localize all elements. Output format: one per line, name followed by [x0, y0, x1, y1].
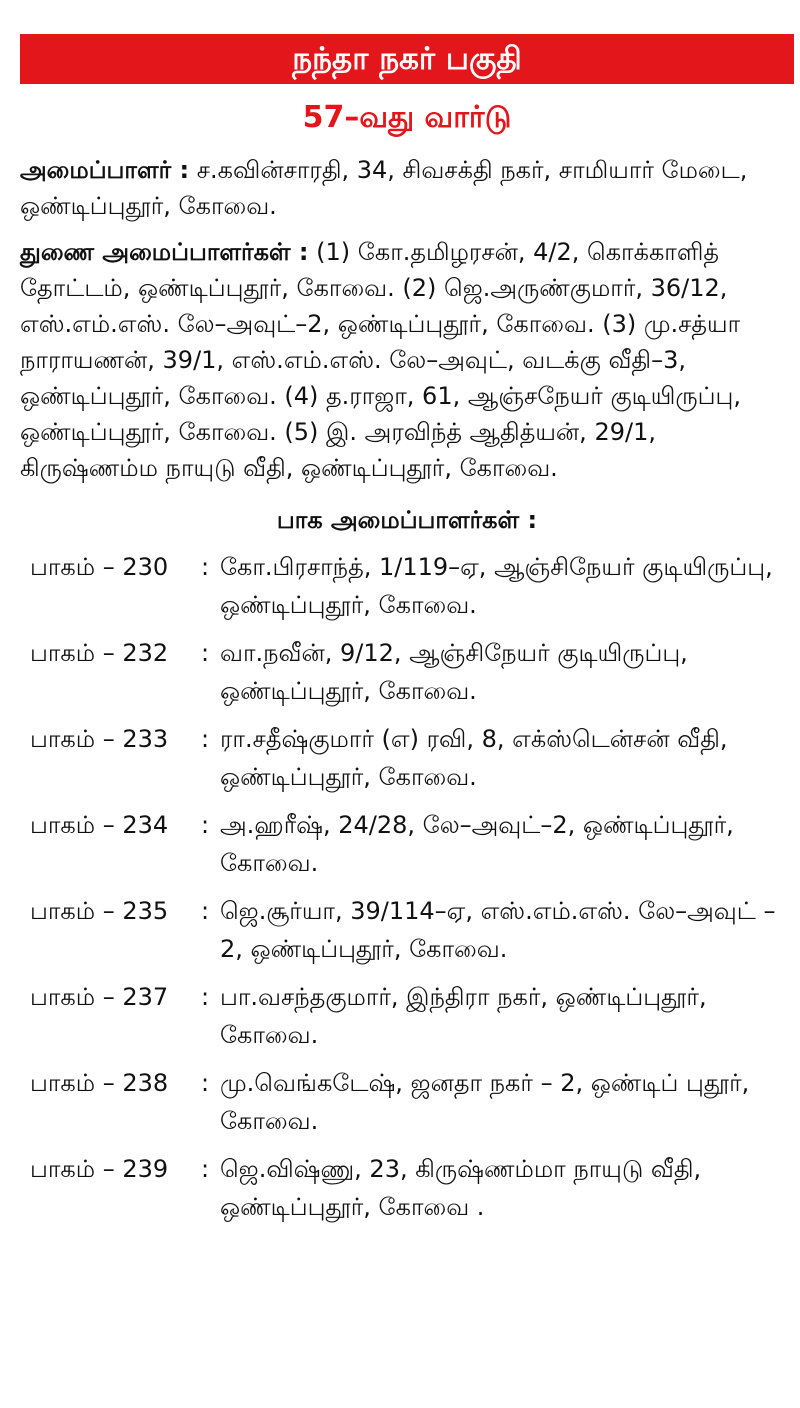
booth-organizer-text: பா.வசந்தகுமார், இந்திரா நகர், ஒண்டிப்புதூர், கோவை.: [220, 983, 707, 1049]
booth-row: [20, 1064, 794, 1140]
organizer-label: அமைப்பாளர் :: [20, 156, 190, 184]
booth-row: [20, 806, 794, 882]
booth-organizer-text: வா.நவீன், 9/12, ஆஞ்சிநேயர் குடியிருப்பு, ஒண்டிப்புதூர், கோவை.: [220, 639, 688, 705]
booth-colon: :: [200, 639, 210, 667]
booth-label: பாகம் – 230: [30, 553, 169, 581]
booth-colon: :: [200, 897, 210, 925]
booth-colon: :: [200, 725, 210, 753]
booth-label: பாகம் – 232: [30, 639, 169, 667]
booth-label: பாகம் – 235: [30, 897, 169, 925]
area-title: நந்தா நகர் பகுதி: [292, 41, 522, 77]
booth-row: [20, 1150, 794, 1226]
ward-title: 57–வது வார்டு: [302, 100, 512, 135]
booth-colon: :: [200, 983, 210, 1011]
deputy-organizers-paragraph: [20, 234, 794, 486]
booth-organizer-text: கோ.பிரசாந்த், 1/119–ஏ, ஆஞ்சிநேயர் குடியிருப்பு, ஒண்டிப்புதூர், கோவை.: [220, 553, 773, 619]
booth-row: [20, 548, 794, 624]
booth-organizers-list: [20, 548, 794, 1226]
booth-label: பாகம் – 238: [30, 1069, 169, 1097]
booth-colon: :: [200, 1069, 210, 1097]
organizer-paragraph: [20, 152, 794, 224]
booth-label: பாகம் – 234: [30, 811, 169, 839]
booth-organizer-text: மு.வெங்கடேஷ், ஜனதா நகர் – 2, ஒண்டிப் புதூர், கோவை.: [220, 1069, 750, 1135]
booth-row: [20, 978, 794, 1054]
booth-colon: :: [200, 553, 210, 581]
booth-label: பாகம் – 237: [30, 983, 169, 1011]
news-clipping: [20, 34, 794, 1236]
deputy-organizers-label: துணை அமைப்பாளர்கள் :: [20, 238, 309, 266]
booth-organizers-heading: பாக அமைப்பாளர்கள் :: [276, 506, 538, 534]
booth-organizer-text: ஜெ.விஷ்ணு, 23, கிருஷ்ணம்மா நாயுடு வீதி, ஒண்டிப்புதூர், கோவை .: [220, 1155, 702, 1221]
booth-label: பாகம் – 239: [30, 1155, 169, 1183]
booth-colon: :: [200, 811, 210, 839]
booth-organizer-text: ரா.சதீஷ்குமார் (எ) ரவி, 8, எக்ஸ்டென்சன் வீதி, ஒண்டிப்புதூர், கோவை.: [220, 725, 728, 791]
booth-colon: :: [200, 1155, 210, 1183]
booth-label: பாகம் – 233: [30, 725, 169, 753]
booth-organizer-text: ஜெ.சூர்யா, 39/114–ஏ, எஸ்.எம்.எஸ். லே–அவுட் – 2, ஒண்டிப்புதூர், கோவை.: [220, 897, 776, 963]
booth-row: [20, 634, 794, 710]
organizer-text: ச.கவின்சாரதி, 34, சிவசக்தி நகர், சாமியார் மேடை, ஒண்டிப்புதூர், கோவை.: [20, 156, 748, 220]
booth-row: [20, 892, 794, 968]
booth-organizer-text: அ.ஹரீஷ், 24/28, லே–அவுட்–2, ஒண்டிப்புதூர், கோவை.: [220, 811, 734, 877]
deputy-organizers-text: (1) கோ.தமிழரசன், 4/2, கொக்காளித் தோட்டம், ஒண்டிப்புதூர், கோவை. (2) ஜெ.அருண்குமார், 36/12, எஸ்.எம்.எஸ். லே–அவுட்–2, ஒண்டிப்புதூர், கோவை. (3) மு.சத்யா நாராயணன், 39/1, எஸ்.எம்.எஸ். லே–அவுட், வடக்கு வீதி–3, ஒண்டிப்புதூர், கோவை. (4) த.ராஜா, 61, ஆஞ்சநேயர் குடியிருப்பு, ஒண்டிப்புதூர், கோவை. (5) இ. அரவிந்த் ஆதித்யன், 29/1, கிருஷ்ணம்ம நாயுடு வீதி, ஒண்டிப்புதூர், கோவை.: [20, 238, 741, 482]
booth-row: [20, 720, 794, 796]
area-title-banner: [20, 34, 794, 84]
